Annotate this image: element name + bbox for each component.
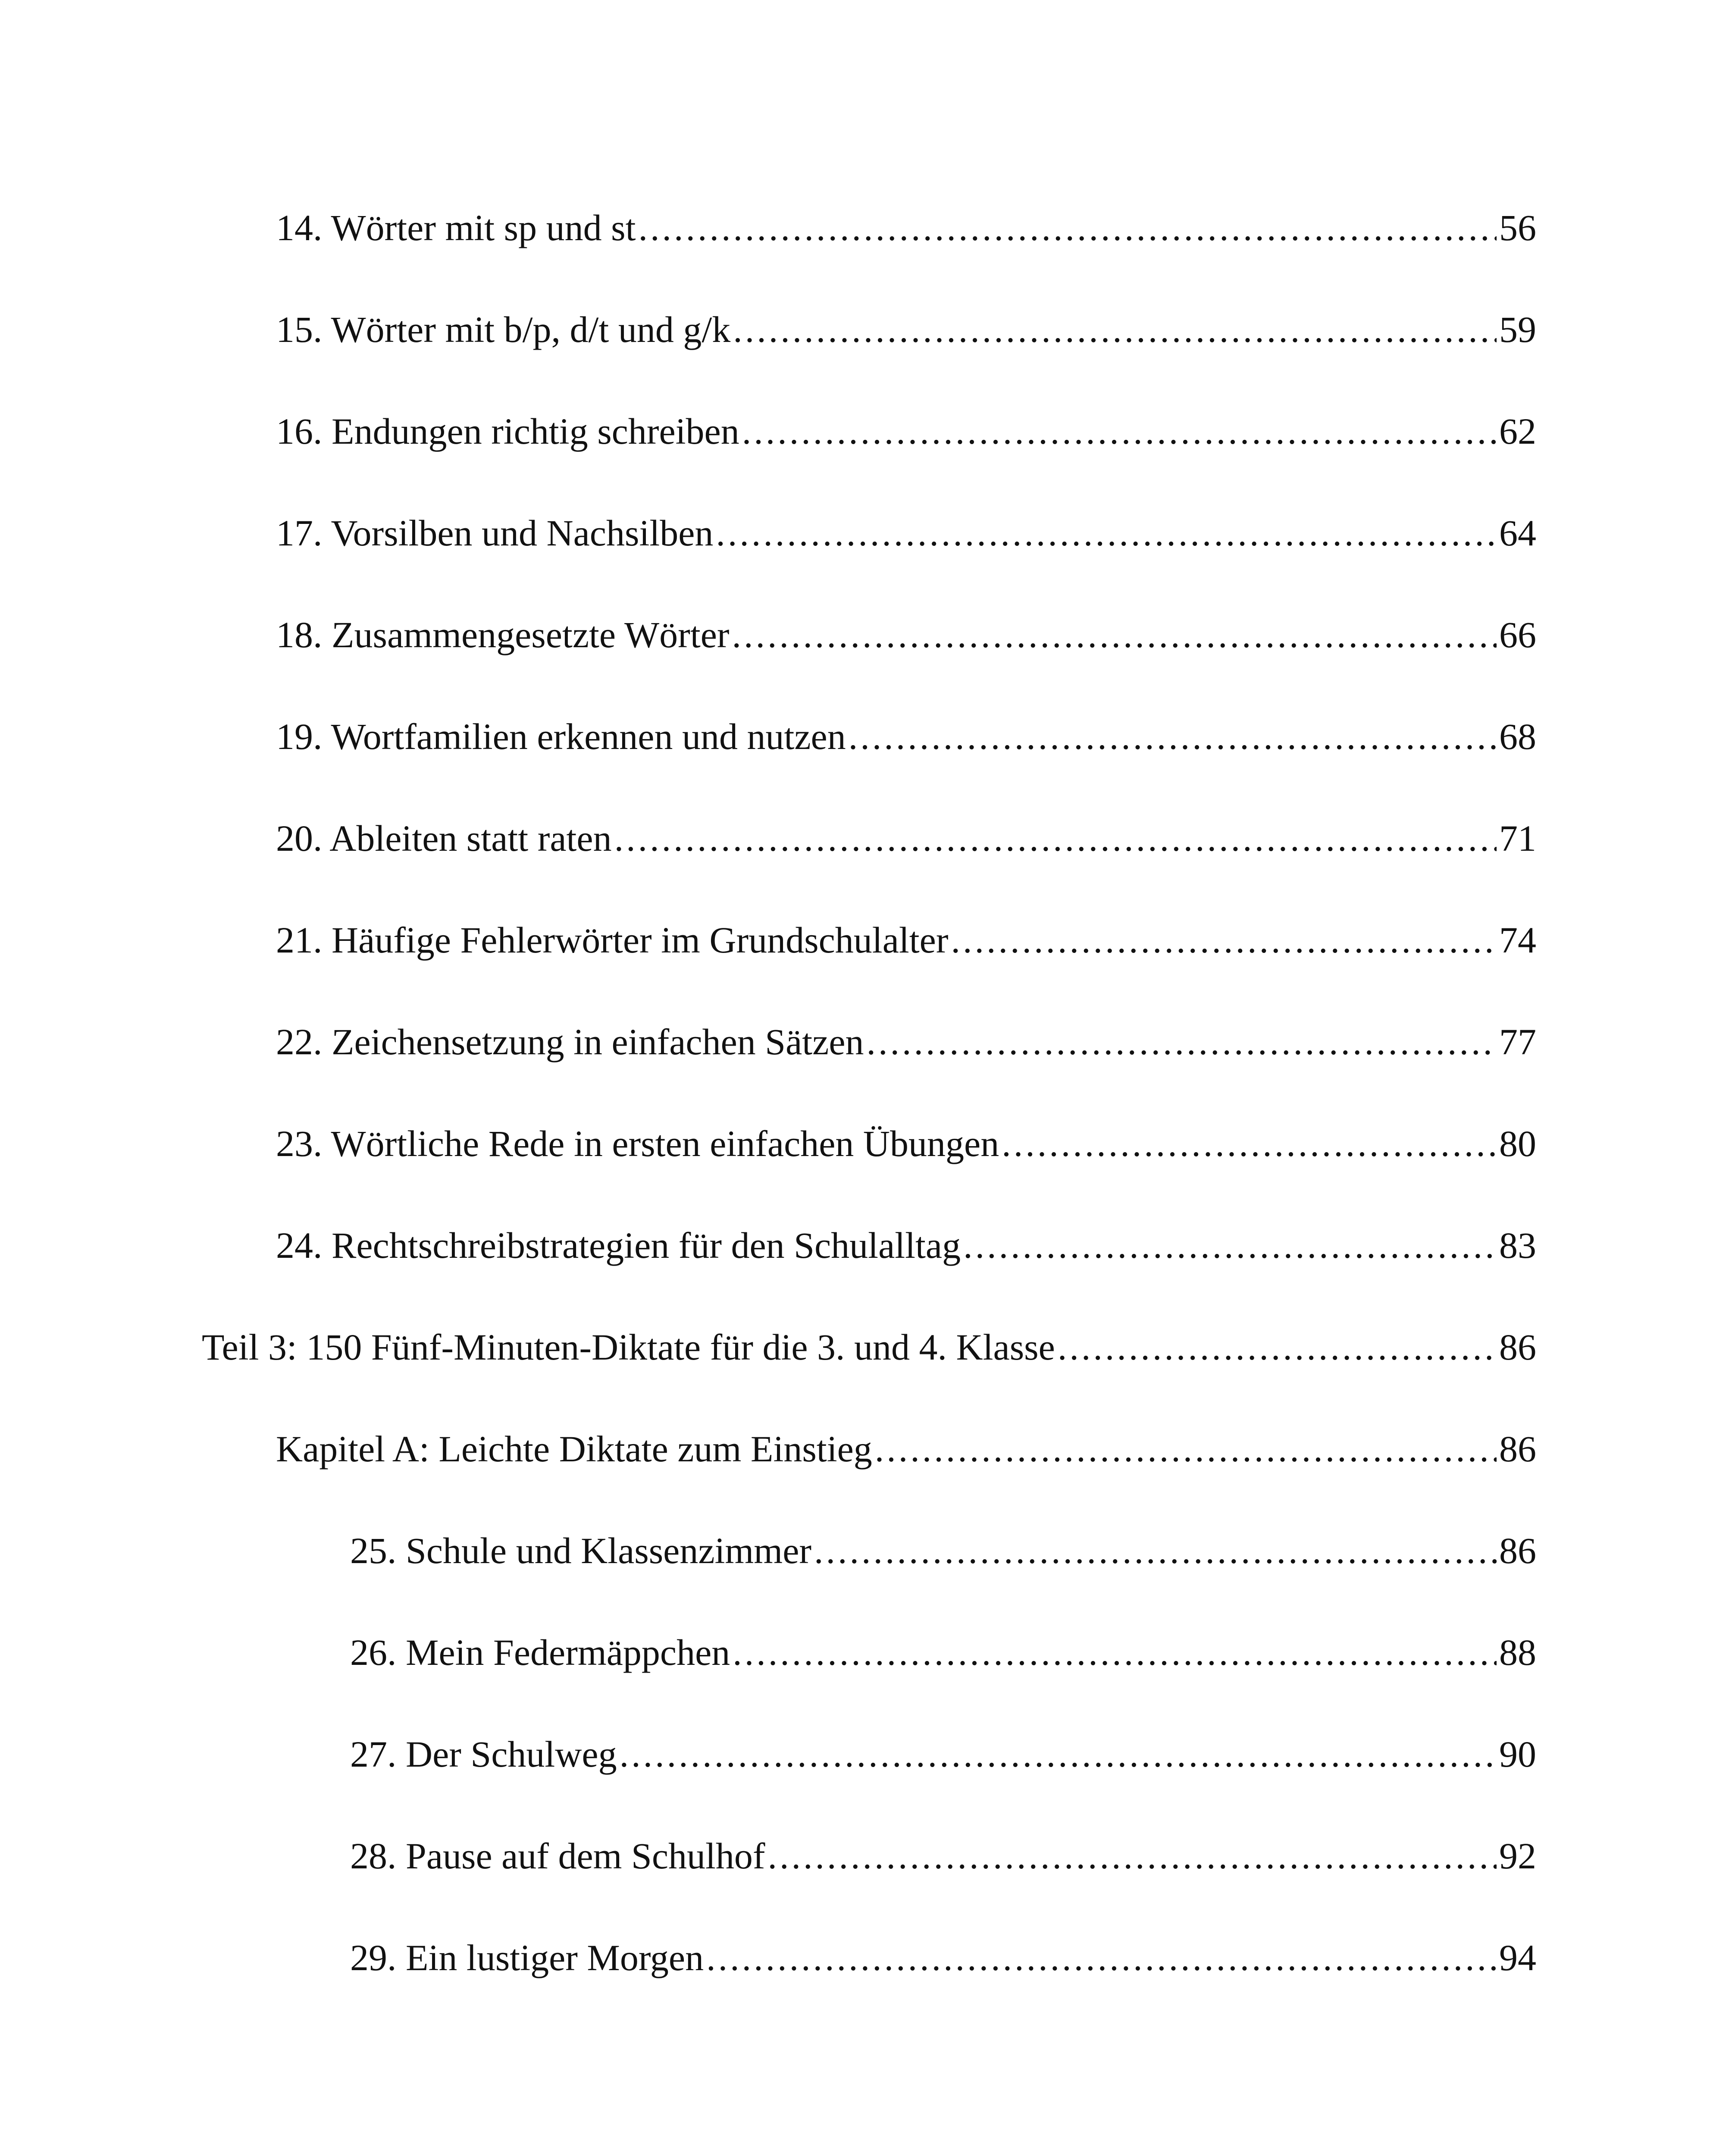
toc-entry-title: 28. Pause auf dem Schulhof [350,1835,765,1877]
toc-entry-title: 25. Schule und Klassenzimmer [350,1530,812,1571]
toc-entry[interactable] [0,304,1732,405]
toc-entry[interactable] [0,1626,1732,1728]
toc-dot-leader [732,609,1497,661]
toc-page-number: 92 [1499,1835,1536,1877]
toc-dot-leader [706,1932,1497,1984]
toc-entry[interactable] [0,507,1732,609]
toc-page-number: 56 [1499,207,1536,248]
toc-entry[interactable] [0,405,1732,507]
toc-page-number: 62 [1499,411,1536,452]
toc-dot-leader [867,1016,1497,1068]
toc-entry[interactable] [0,1830,1732,1932]
toc-dot-leader [716,507,1497,559]
toc-page-number: 71 [1499,818,1536,859]
toc-page-number: 68 [1499,716,1536,757]
toc-page-number: 64 [1499,512,1536,554]
toc-entry-title: 27. Der Schulweg [350,1733,617,1775]
toc-page-number: 88 [1499,1632,1536,1673]
table-of-contents [0,202,1732,2034]
toc-entry-title: Kapitel A: Leichte Diktate zum Einstieg [276,1428,872,1470]
toc-dot-leader [963,1219,1497,1271]
toc-entry[interactable] [0,202,1732,304]
toc-dot-leader [742,405,1497,457]
toc-entry-title: 26. Mein Federmäppchen [350,1632,730,1673]
toc-entry[interactable] [0,1728,1732,1830]
toc-page-number: 94 [1499,1937,1536,1978]
toc-entry[interactable] [0,1219,1732,1321]
toc-page-number: 80 [1499,1123,1536,1164]
toc-entry-title: 18. Zusammengesetzte Wörter [276,614,730,655]
toc-dot-leader [620,1728,1497,1780]
toc-entry[interactable] [0,1932,1732,2034]
toc-entry[interactable] [0,609,1732,711]
toc-entry-title: 24. Rechtschreibstrategien für den Schulalltag [276,1225,961,1266]
toc-entry-title: 15. Wörter mit b/p, d/t und g/k [276,309,731,350]
toc-page-number: 86 [1499,1428,1536,1470]
toc-dot-leader [951,914,1497,966]
toc-dot-leader [1058,1321,1497,1373]
toc-entry-title: 14. Wörter mit sp und st [276,207,636,248]
toc-entry[interactable] [0,711,1732,812]
toc-entry[interactable] [0,1016,1732,1118]
toc-entry[interactable] [0,812,1732,914]
toc-entry-title: 19. Wortfamilien erkennen und nutzen [276,716,846,757]
toc-dot-leader [1002,1118,1497,1169]
toc-entry-title: 17. Vorsilben und Nachsilben [276,512,714,554]
toc-page-number: 59 [1499,309,1536,350]
toc-chapter-entry[interactable] [0,1423,1732,1525]
toc-part-entry[interactable] [0,1321,1732,1423]
toc-entry[interactable] [0,1118,1732,1219]
toc-page-number: 66 [1499,614,1536,655]
toc-page-number: 86 [1499,1530,1536,1571]
toc-entry-title: 23. Wörtliche Rede in ersten einfachen Übungen [276,1123,999,1164]
toc-dot-leader [733,304,1497,355]
toc-entry-title: 16. Endungen richtig schreiben [276,411,739,452]
toc-entry-title: 20. Ableiten statt raten [276,818,612,859]
toc-dot-leader [849,711,1497,762]
toc-dot-leader [875,1423,1497,1475]
toc-entry[interactable] [0,914,1732,1016]
toc-dot-leader [768,1830,1497,1882]
toc-entry-title: 29. Ein lustiger Morgen [350,1937,704,1978]
toc-entry[interactable] [0,1525,1732,1626]
toc-page-number: 77 [1499,1021,1536,1062]
toc-entry-title: Teil 3: 150 Fünf-Minuten-Diktate für die 3. und 4. Klasse [202,1326,1055,1368]
toc-page-number: 86 [1499,1326,1536,1368]
toc-entry-title: 22. Zeichensetzung in einfachen Sätzen [276,1021,864,1062]
toc-page-number: 83 [1499,1225,1536,1266]
toc-entry-title: 21. Häufige Fehlerwörter im Grundschulalter [276,919,949,961]
toc-dot-leader [733,1626,1497,1678]
toc-dot-leader [814,1525,1497,1576]
toc-page-number: 74 [1499,919,1536,961]
toc-dot-leader [614,812,1497,864]
toc-dot-leader [638,202,1497,254]
toc-page-number: 90 [1499,1733,1536,1775]
